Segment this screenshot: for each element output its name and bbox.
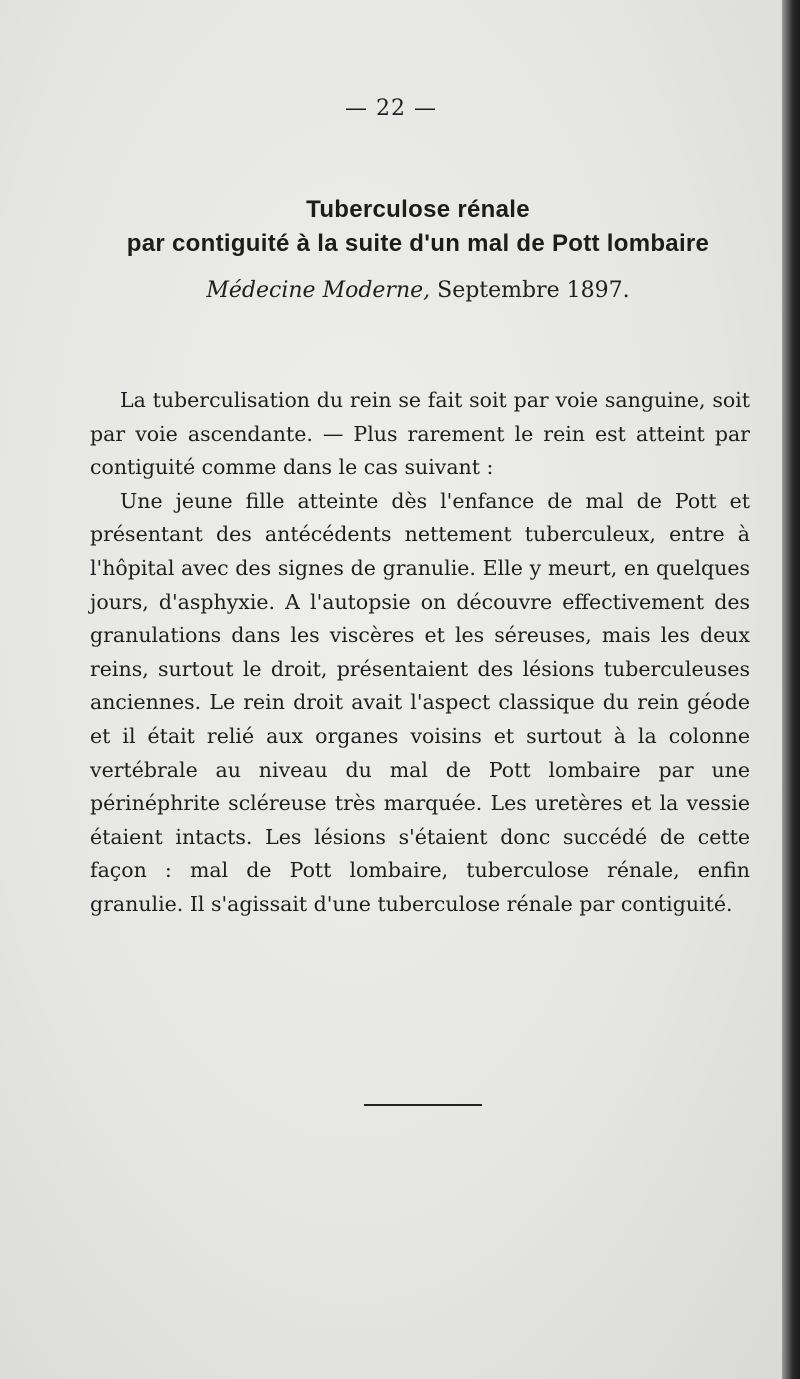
citation-journal: Médecine Moderne,	[206, 278, 431, 303]
citation	[0, 278, 800, 303]
article-title: Tuberculose rénale	[306, 196, 530, 223]
paragraph: La tuberculisation du rein se fait soit par voie sanguine, soit par voie ascendante. — Plus rarement le rein est atteint par contiguité comme dans le cas suivant :	[90, 388, 750, 480]
end-rule-divider	[364, 1104, 482, 1106]
citation-date: Septembre 1897.	[430, 278, 630, 303]
body-text	[90, 384, 750, 922]
article-subtitle: par contiguité à la suite d'un mal de Pott lombaire	[126, 230, 710, 257]
paragraph: Une jeune fille atteinte dès l'enfance de mal de Pott et présentant des antécédents nettement tuberculeux, entre à l'hôpital avec des signes de granulie. Elle y meurt, en quelques jours, d'asphyxie. A l'autopsie on découvre effectivement des granulations dans les viscères et les séreuses, mais les deux reins, surtout le droit, présentaient des lésions tuberculeuses anciennes. Le rein droit avait l'aspect classique du rein géode et il était relié aux organes voisins et surtout à la colonne vertébrale au niveau du mal de Pott lombaire par une périnéphrite scléreuse très marquée. Les uretères et la vessie étaient intacts. Les lésions s'étaient donc succédé de cette façon : mal de Pott lombaire, tuberculose rénale, enfin granulie. Il s'agissait d'une tuberculose rénale par contiguité.	[90, 488, 750, 916]
page-number: — 22 —	[345, 96, 437, 121]
scan-edge-shadow	[782, 0, 800, 1379]
